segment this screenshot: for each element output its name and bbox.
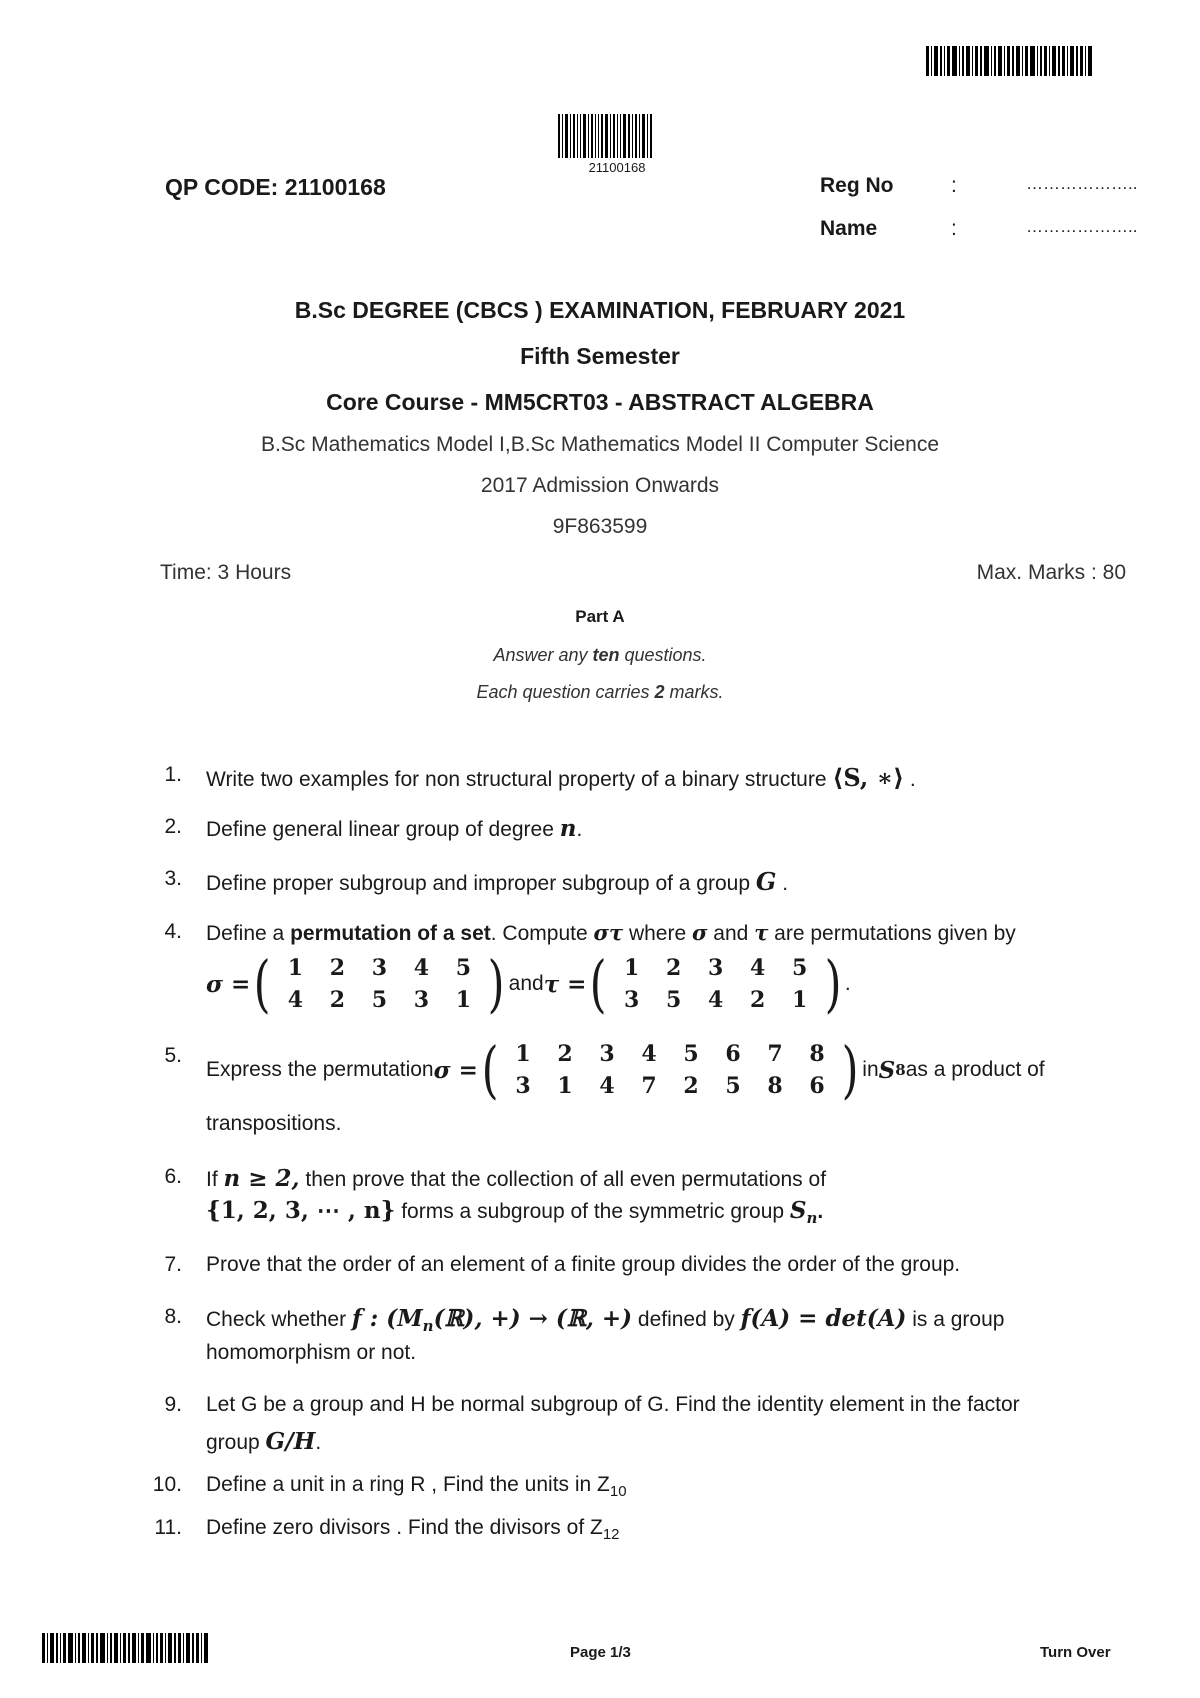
reg-no-field: ……………….. [1026,174,1138,193]
top-right-barcode [926,46,1130,76]
name-label: Name [820,217,878,240]
question-9-line-2: group G/H. [206,1428,322,1455]
q5-sigma-matrix: ( 1 2 3 4 5 6 7 8 3 1 4 7 2 5 8 6 ) [481,1033,859,1106]
course-title: Core Course - MM5CRT03 - ABSTRACT ALGEBRA [326,389,874,415]
question-6-line-2: {1, 2, 3, ⋯ , n} forms a subgroup of the symmetric group $S_n$. [206,1197,824,1228]
sigma-matrix: ( 1 2 3 4 5 4 2 5 3 1 ) [253,947,506,1020]
admission: 2017 Admission Onwards [480,474,720,497]
qp-code: QP CODE: 21100168 [165,174,386,200]
question-5-line-2: transpositions. [206,1112,342,1135]
name-colon: : [951,217,957,240]
reg-no-colon: : [951,174,957,197]
instruction-2: Each question carries 2 marks. [476,682,724,702]
name-field: ……………….. [1026,217,1138,236]
turn-over: Turn Over [1040,1644,1111,1661]
programs: B.Sc Mathematics Model I,B.Sc Mathematics Model II Computer Science [260,433,940,456]
bottom-left-barcode [42,1633,246,1663]
question-4-matrices: σ = ( 1 2 3 4 5 4 2 5 3 1 ) and τ = ( 1 2 3 4 5 3 5 4 2 1 ) . [206,947,851,1020]
tau-matrix: ( 1 2 3 4 5 3 5 4 2 1 ) [590,947,842,1020]
reg-no-label: Reg No [820,174,894,197]
instruction-1: Answer any ten questions. [493,645,707,665]
center-barcode [558,114,676,158]
page-number: Page 1/3 [570,1644,631,1661]
max-marks: Max. Marks : 80 [976,561,1126,584]
part-a-title: Part A [575,607,625,626]
barcode-number: 21100168 [588,160,646,175]
time: Time: 3 Hours [160,561,292,584]
exam-code: 9F863599 [552,515,648,538]
question-5: Express the permutation σ = ( 1 2 3 4 5 6 7 8 3 1 4 7 2 5 8 6 ) in S 8 as a product of [206,1033,1045,1106]
exam-title: B.Sc DEGREE (CBCS ) EXAMINATION, FEBRUARY 2021 [294,297,906,323]
semester: Fifth Semester [520,343,680,369]
question-8-line-2: homomorphism or not. [206,1341,417,1364]
